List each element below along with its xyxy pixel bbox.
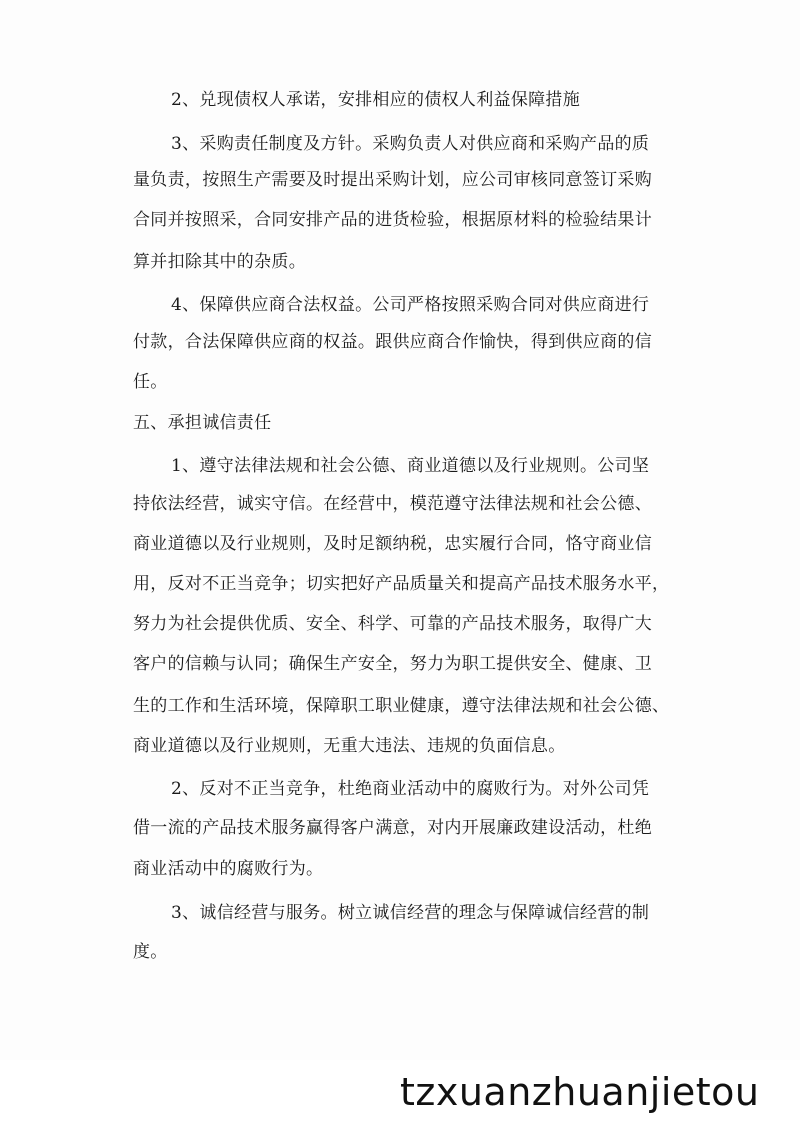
paragraph-3-line-1: 4、保障供应商合法权益。公司严格按照采购合同对供应商进行 [171,295,650,315]
watermark-text: tzxuanzhuanjietou [400,1070,760,1114]
paragraph-6-line-3: 商业活动中的腐败行为。 [133,859,324,879]
paragraph-2-line-2-row [0,162,800,198]
paragraph-5-line-1-row [0,448,800,484]
paragraph-2-line-3-row [0,202,800,238]
paragraph-5-line-2-row [0,486,800,522]
paragraph-2-line-1: 3、采购责任制度及方针。采购负责人对供应商和采购产品的质 [171,134,650,154]
paragraph-3-line-2: 付款，合法保障供应商的权益。跟供应商合作愉快，得到供应商的信 [133,332,652,352]
section-heading: 五、承担诚信责任 [133,413,272,433]
paragraph-5-line-6-row [0,646,800,682]
paragraph-6-line-1: 2、反对不正当竞争，杜绝商业活动中的腐败行为。对外公司凭 [171,779,650,799]
paragraph-5-line-2: 持依法经营，诚实守信。在经营中，模范遵守法律法规和社会公德、 [133,494,652,514]
paragraph-1-line-1: 2、兑现债权人承诺，安排相应的债权人利益保障措施 [171,90,581,110]
paragraph-5-line-4: 用，反对不正当竞争；切实把好产品质量关和提高产品技术服务水平， [133,574,670,594]
paragraph-5-line-6: 客户的信赖与认同；确保生产安全，努力为职工提供安全、健康、卫 [133,654,652,674]
paragraph-5-line-5: 努力为社会提供优质、安全、科学、可靠的产品技术服务，取得广大 [133,614,652,634]
paragraph-2-line-3: 合同并按照采，合同安排产品的进货检验，根据原材料的检验结果计 [133,210,652,230]
paragraph-7-line-2-row [0,934,800,970]
paragraph-3-line-2-row [0,324,800,360]
paragraph-7-line-1-row [0,895,800,931]
paragraph-5-line-7-row [0,688,800,724]
paragraph-5-line-1: 1、遵守法律法规和社会公德、商业道德以及行业规则。公司坚 [171,456,650,476]
paragraph-6-line-2: 借一流的产品技术服务赢得客户满意，对内开展廉政建设活动，杜绝 [133,818,652,838]
paragraph-5-line-4-row [0,566,800,602]
section-heading-row [0,405,800,441]
paragraph-2-line-2: 量负责，按照生产需要及时提出采购计划，应公司审核同意签订采购 [133,170,652,190]
paragraph-7-line-2: 度。 [133,942,168,962]
paragraph-2-line-4-row [0,244,800,280]
paragraph-1 [0,82,800,118]
paragraph-6-line-2-row [0,810,800,846]
paragraph-5-line-3: 商业道德以及行业规则，及时足额纳税，忠实履行合同，恪守商业信 [133,534,652,554]
paragraph-5-line-5-row [0,606,800,642]
paragraph-6-line-3-row [0,851,800,887]
paragraph-3-line-1-row [0,287,800,323]
paragraph-5-line-8: 商业道德以及行业规则，无重大违法、违规的负面信息。 [133,736,566,756]
paragraph-2-line-4: 算并扣除其中的杂质。 [133,252,306,272]
paragraph-6-line-1-row [0,771,800,807]
paragraph-3-line-3: 任。 [133,372,168,392]
paragraph-3-line-3-row [0,364,800,400]
paragraph-5-line-8-row [0,728,800,764]
paragraph-5-line-3-row [0,526,800,562]
paragraph-7-line-1: 3、诚信经营与服务。树立诚信经营的理念与保障诚信经营的制 [171,903,650,923]
paragraph-2-line-1-row [0,126,800,162]
paragraph-5-line-7: 生的工作和生活环境，保障职工职业健康，遵守法律法规和社会公德、 [133,696,670,716]
